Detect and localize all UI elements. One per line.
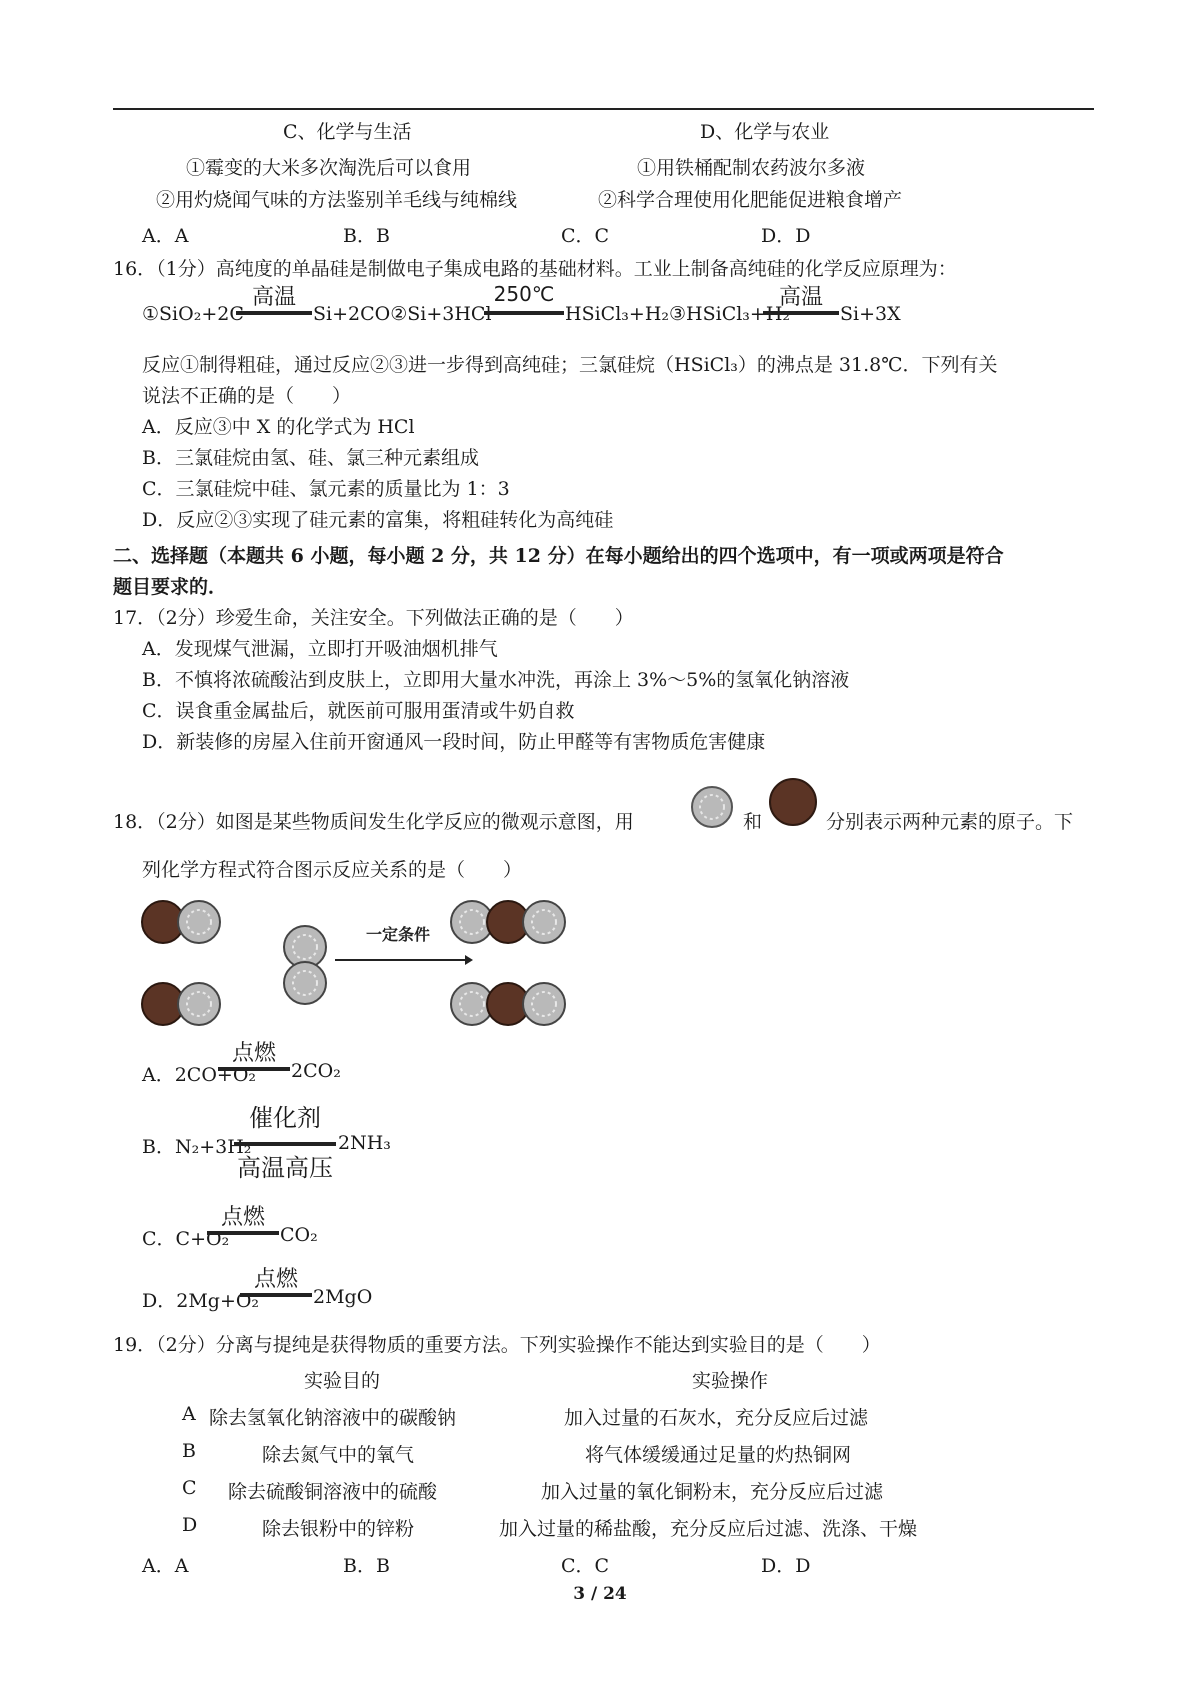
q16-cond3: 高温: [763, 280, 839, 320]
product-molecule-bottom: [451, 983, 565, 1025]
q16-cond2: 250℃: [484, 282, 564, 322]
q19-option-b: B．B: [343, 1555, 390, 1577]
q19-row-operation: 加入过量的氧化铜粉末，充分反应后过滤: [541, 1481, 884, 1503]
q19-row-operation: 加入过量的石灰水，充分反应后过滤: [564, 1407, 869, 1429]
q18-stem-and: 和: [743, 811, 763, 833]
q16-option-d: D．反应②③实现了硅元素的富集，将粗硅转化为高纯硅: [142, 509, 614, 531]
q19-row-key: A: [182, 1403, 196, 1425]
q16-eq-part1: ①SiO₂+2C: [142, 303, 244, 325]
table-d-title: D、化学与农业: [700, 121, 830, 143]
q19-row-key: B: [182, 1440, 196, 1462]
gray-atom-legend-icon: [690, 785, 734, 829]
q18-option-d-condition: 点燃: [240, 1262, 312, 1302]
q19-row-goal: 除去银粉中的锌粉: [262, 1518, 415, 1540]
q19-header-operation: 实验操作: [692, 1370, 769, 1392]
q18-stem-line2: 列化学方程式符合图示反应关系的是（ ）: [142, 859, 523, 881]
q19-row-goal: 除去氢氧化钠溶液中的碳酸钠: [209, 1407, 457, 1429]
q15-option-a: A．A: [142, 225, 189, 247]
q19-option-c: C．C: [561, 1555, 610, 1577]
q18-option-a-condition: 点燃: [218, 1036, 290, 1076]
q17-option-b: B．不慎将浓硫酸沾到皮肤上，立即用大量水冲洗，再涂上 3%～5%的氢氧化钠溶液: [142, 669, 850, 691]
q16-body-line1: 反应①制得粗硅，通过反应②③进一步得到高纯硅；三氯硅烷（HSiCl₃）的沸点是 31.8℃．下列有关: [142, 354, 998, 376]
q18-option-d-left: D．2Mg+O₂: [142, 1290, 260, 1312]
section2-line2: 题目要求的．: [113, 576, 228, 598]
q19-row-goal: 除去氮气中的氧气: [262, 1444, 415, 1466]
q19-row-key: D: [182, 1514, 198, 1536]
q16-option-c: C．三氯硅烷中硅、氯元素的质量比为 1：3: [142, 478, 510, 500]
q15-option-c: C．C: [561, 225, 610, 247]
header-rule: [113, 108, 1094, 110]
q19-row-operation: 将气体缓缓通过足量的灼热铜网: [585, 1444, 852, 1466]
q17-stem: 17．（2分）珍爱生命，关注安全。下列做法正确的是（ ）: [113, 607, 634, 629]
q17-option-d: D．新装修的房屋入住前开窗通风一段时间，防止甲醛等有害物质危害健康: [142, 731, 766, 753]
table-d-item-2: ②科学合理使用化肥能促进粮食增产: [598, 189, 903, 211]
table-c-item-2: ②用灼烧闻气味的方法鉴别羊毛线与纯棉线: [156, 189, 518, 211]
q16-body-line2: 说法不正确的是（ ）: [142, 385, 352, 407]
q18-option-c-condition: 点燃: [207, 1200, 279, 1240]
q15-option-b: B．B: [343, 225, 390, 247]
page-number: 3 / 24: [573, 1584, 627, 1604]
reactant-molecule-top: [142, 901, 220, 943]
q16-stem: 16．（1分）高纯度的单晶硅是制做电子集成电路的基础材料。工业上制备高纯硅的化学反应原理为：: [113, 258, 957, 280]
q19-header-goal: 实验目的: [304, 1370, 381, 1392]
reactant-molecule-bottom: [142, 983, 220, 1025]
q15-option-d: D．D: [761, 225, 811, 247]
q19-row-operation: 加入过量的稀盐酸，充分反应后过滤、洗涤、干燥: [499, 1518, 918, 1540]
q18-option-a-left: A．2CO+O₂: [142, 1064, 257, 1086]
q19-option-d: D．D: [761, 1555, 811, 1577]
q18-option-c-left: C．C+O₂: [142, 1228, 230, 1250]
q16-eq-part4: Si+3X: [840, 303, 901, 325]
arrow-condition-label: 一定条件: [365, 925, 431, 944]
q16-option-a: A．反应③中 X 的化学式为 HCl: [142, 416, 415, 438]
q18-option-d-right: 2MgO: [313, 1286, 373, 1308]
table-c-title: C、化学与生活: [283, 121, 412, 143]
q16-eq-part2: Si+2CO②Si+3HCl: [313, 303, 492, 325]
q18-stem-a: 18．（2分）如图是某些物质间发生化学反应的微观示意图，用: [113, 811, 634, 833]
q18-stem-b: 分别表示两种元素的原子。下: [826, 811, 1074, 833]
q18-option-a-right: 2CO₂: [291, 1060, 341, 1082]
q19-option-a: A．A: [142, 1555, 189, 1577]
q18-option-b-right: 2NH₃: [338, 1132, 391, 1154]
section2-line1: 二、选择题（本题共 6 小题，每小题 2 分，共 12 分）在每小题给出的四个选项中，有一项或两项是符合: [113, 545, 1004, 567]
q17-option-c: C．误食重金属盐后，就医前可服用蛋清或牛奶自救: [142, 700, 575, 722]
reactant-molecule-diatomic: [284, 926, 326, 1004]
q18-option-c-right: CO₂: [280, 1224, 318, 1246]
product-molecule-top: [451, 901, 565, 943]
q16-option-b: B．三氯硅烷由氢、硅、氯三种元素组成: [142, 447, 479, 469]
brown-atom-legend-icon: [768, 777, 818, 827]
q16-eq-part3: HSiCl₃+H₂③HSiCl₃+H₂: [565, 303, 791, 325]
table-d-item-1: ①用铁桶配制农药波尔多液: [637, 157, 866, 179]
q16-cond1: 高温: [236, 280, 312, 320]
table-c-item-1: ①霉变的大米多次淘洗后可以食用: [186, 157, 472, 179]
q19-row-key: C: [182, 1477, 197, 1499]
q18-option-b-left: B．N₂+3H₂: [142, 1136, 252, 1158]
reaction-diagram: [140, 892, 620, 1032]
q17-option-a: A．发现煤气泄漏，立即打开吸油烟机排气: [142, 638, 498, 660]
q19-stem: 19．（2分）分离与提纯是获得物质的重要方法。下列实验操作不能达到实验目的是（ ）: [113, 1334, 881, 1356]
q18-option-b-condition: 催化剂 高温高压: [234, 1098, 336, 1182]
q19-row-goal: 除去硫酸铜溶液中的硫酸: [228, 1481, 438, 1503]
